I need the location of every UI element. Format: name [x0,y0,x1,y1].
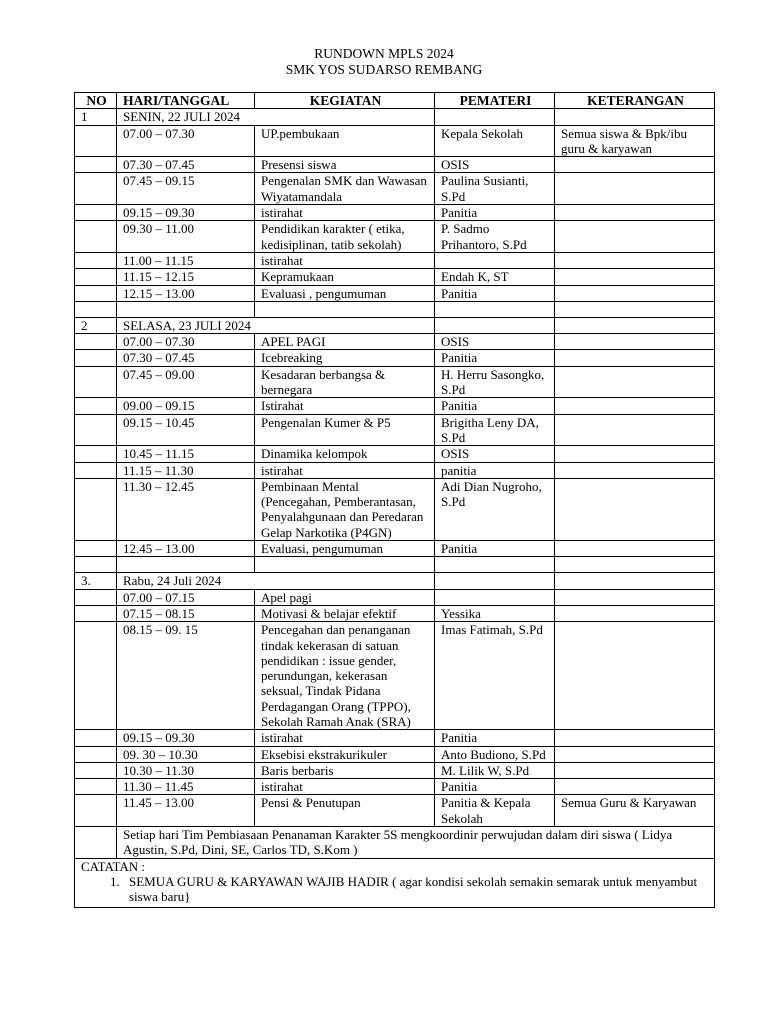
activity-cell: Pengenalan SMK dan Wawasan Wiyatamandala [255,173,435,205]
speaker-cell: Panitia & Kepala Sekolah [435,795,555,827]
catatan-cell [75,858,715,907]
note-cell [555,605,715,621]
spacer-cell [435,557,555,573]
speaker-cell: Panitia [435,730,555,746]
speaker-cell: M. Lilik W, S.Pd [435,762,555,778]
speaker-cell: Brigitha Leny DA, S.Pd [435,414,555,446]
activity-cell: istirahat [255,252,435,268]
day-row [75,573,715,589]
time-cell: 08.15 – 09. 15 [117,622,255,730]
note-cell [555,285,715,301]
day-empty-cell [435,573,555,589]
activity-cell: istirahat [255,779,435,795]
time-cell: 09.15 – 10.45 [117,414,255,446]
header-no: NO [75,93,117,109]
activity-cell: Dinamika kelompok [255,446,435,462]
speaker-cell: Panitia [435,350,555,366]
no-cell [75,285,117,301]
time-cell: 07.00 – 07.30 [117,334,255,350]
activity-cell: Pembinaan Mental (Pencegahan, Pemberantasan, Penyalahgunaan dan Peredaran Gelap Narkotika (P4GN) [255,478,435,540]
table-row [75,779,715,795]
no-cell [75,252,117,268]
time-cell: 09.00 – 09.15 [117,398,255,414]
table-row [75,589,715,605]
day-number: 2 [75,317,117,333]
document-title: RUNDOWN MPLS 2024 [314,46,454,61]
time-cell: 11.30 – 11.45 [117,779,255,795]
table-row [75,157,715,173]
header-activity: KEGIATAN [255,93,435,109]
activity-cell: Presensi siswa [255,157,435,173]
spacer-cell [555,301,715,317]
table-body [75,109,715,827]
no-cell [75,779,117,795]
speaker-cell: H. Herru Sasongko, S.Pd [435,366,555,398]
no-cell [75,746,117,762]
speaker-cell: panitia [435,462,555,478]
note-cell [555,478,715,540]
spacer-cell [75,301,117,317]
spacer-cell [117,557,255,573]
note-cell [555,779,715,795]
activity-cell: Icebreaking [255,350,435,366]
table-row [75,541,715,557]
day-empty-cell [555,109,715,125]
activity-cell: Kesadaran berbangsa & bernegara [255,366,435,398]
speaker-cell: Anto Budiono, S.Pd [435,746,555,762]
note-cell [555,269,715,285]
header-speaker: PEMATERI [435,93,555,109]
time-cell: 12.45 – 13.00 [117,541,255,557]
table-row [75,125,715,157]
note-cell [555,589,715,605]
table-row [75,350,715,366]
no-cell [75,125,117,157]
note-cell [555,462,715,478]
speaker-cell: Panitia [435,205,555,221]
table-row [75,762,715,778]
time-cell: 07.00 – 07.30 [117,125,255,157]
spacer-row [75,557,715,573]
day-empty-cell [555,573,715,589]
note-cell [555,157,715,173]
day-row [75,109,715,125]
activity-cell: istirahat [255,205,435,221]
speaker-cell: Panitia [435,285,555,301]
note-cell [555,221,715,253]
time-cell: 11.00 – 11.15 [117,252,255,268]
speaker-cell: Panitia [435,541,555,557]
time-cell: 07.45 – 09.15 [117,173,255,205]
table-row [75,366,715,398]
note-cell [555,446,715,462]
no-cell [75,589,117,605]
note-cell [555,350,715,366]
no-cell [75,269,117,285]
day-date: Rabu, 24 Juli 2024 [117,573,435,589]
day-empty-cell [435,317,555,333]
no-cell [75,398,117,414]
table-row [75,221,715,253]
day-date: SENIN, 22 JULI 2024 [117,109,435,125]
note-cell [555,398,715,414]
catatan-item: 1. SEMUA GURU & KARYAWAN WAJIB HADIR ( agar kondisi sekolah semakin semarak untuk menyambut siswa baru} [123,874,710,905]
speaker-cell [435,252,555,268]
catatan-row [75,858,715,907]
speaker-cell: Kepala Sekolah [435,125,555,157]
speaker-cell: Imas Fatimah, S.Pd [435,622,555,730]
speaker-cell: OSIS [435,446,555,462]
time-cell: 07.15 – 08.15 [117,605,255,621]
header-note: KETERANGAN [555,93,715,109]
speaker-cell [435,589,555,605]
table-row [75,622,715,730]
table-row [75,334,715,350]
no-cell [75,414,117,446]
activity-cell: Baris berbaris [255,762,435,778]
no-cell [75,205,117,221]
no-cell [75,366,117,398]
no-cell [75,762,117,778]
no-cell [75,795,117,827]
spacer-cell [75,557,117,573]
table-row [75,285,715,301]
no-cell [75,730,117,746]
activity-cell: Evaluasi , pengumuman [255,285,435,301]
activity-cell: istirahat [255,730,435,746]
speaker-cell: OSIS [435,334,555,350]
table-row [75,478,715,540]
no-cell [75,334,117,350]
time-cell: 09. 30 – 10.30 [117,746,255,762]
note-cell [555,730,715,746]
note-cell [555,541,715,557]
note-cell [555,622,715,730]
activity-cell: Kepramukaan [255,269,435,285]
speaker-cell: Paulina Susianti, S.Pd [435,173,555,205]
table-row [75,173,715,205]
activity-cell: Evaluasi, pengumuman [255,541,435,557]
time-cell: 07.00 – 07.15 [117,589,255,605]
spacer-cell [255,557,435,573]
activity-cell: Pendidikan karakter ( etika, kedisiplinan, tatib sekolah) [255,221,435,253]
table-row [75,746,715,762]
activity-cell: Eksebisi ekstrakurikuler [255,746,435,762]
time-cell: 11.30 – 12.45 [117,478,255,540]
note-cell [555,762,715,778]
no-cell [75,605,117,621]
note-cell: Semua siswa & Bpk/ibu guru & karyawan [555,125,715,157]
activity-cell: Pencegahan dan penanganan tindak kekerasan di satuan pendidikan : issue gender, perundungan, kekerasan seksual, Tindak Pidana Perdagangan Orang (TPPO), Sekolah Ramah Anak (SRA) [255,622,435,730]
activity-cell: APEL PAGI [255,334,435,350]
time-cell: 10.45 – 11.15 [117,446,255,462]
day-date: SELASA, 23 JULI 2024 [117,317,435,333]
header-date: HARI/TANGGAL [117,93,255,109]
activity-cell: UP.pembukaan [255,125,435,157]
catatan-label: CATATAN : [81,858,146,874]
activity-cell: Apel pagi [255,589,435,605]
note-cell [555,414,715,446]
table-row [75,205,715,221]
footnote-row [75,827,715,859]
spacer-cell [555,557,715,573]
speaker-cell: Panitia [435,779,555,795]
document-subtitle: SMK YOS SUDARSO REMBANG [285,62,483,77]
day-row [75,317,715,333]
table-row [75,252,715,268]
activity-cell: Pengenalan Kumer & P5 [255,414,435,446]
table-row [75,398,715,414]
day-number: 3. [75,573,117,589]
time-cell: 11.15 – 12.15 [117,269,255,285]
time-cell: 11.45 – 13.00 [117,795,255,827]
activity-cell: istirahat [255,462,435,478]
no-cell [75,622,117,730]
time-cell: 12.15 – 13.00 [117,285,255,301]
time-cell: 10.30 – 11.30 [117,762,255,778]
day-empty-cell [435,109,555,125]
time-cell: 09.15 – 09.30 [117,205,255,221]
speaker-cell: Panitia [435,398,555,414]
table-row [75,730,715,746]
catatan-list [81,874,710,905]
time-cell: 09.30 – 11.00 [117,221,255,253]
speaker-cell: Adi Dian Nugroho, S.Pd [435,478,555,540]
table-row [75,414,715,446]
spacer-cell [255,301,435,317]
time-cell: 07.30 – 07.45 [117,157,255,173]
footnote-text: Setiap hari Tim Pembiasaan Penanaman Karakter 5S mengkoordinir perwujudan dalam diri siswa ( Lidya Agustin, S.Pd, Dini, SE, Carlos TD, S.Kom ) [117,827,715,859]
table-row [75,795,715,827]
activity-cell: Pensi & Penutupan [255,795,435,827]
note-cell [555,205,715,221]
note-cell [555,173,715,205]
speaker-cell: Yessika [435,605,555,621]
table-row [75,269,715,285]
time-cell: 09.15 – 09.30 [117,730,255,746]
activity-cell: Motivasi & belajar efektif [255,605,435,621]
speaker-cell: Endah K, ST [435,269,555,285]
footnote-no-cell [75,827,117,859]
spacer-cell [117,301,255,317]
no-cell [75,221,117,253]
note-cell [555,334,715,350]
speaker-cell: OSIS [435,157,555,173]
time-cell: 11.15 – 11.30 [117,462,255,478]
note-cell: Semua Guru & Karyawan [555,795,715,827]
time-cell: 07.45 – 09.00 [117,366,255,398]
table-header-row [75,93,715,109]
time-cell: 07.30 – 07.45 [117,350,255,366]
spacer-row [75,301,715,317]
no-cell [75,541,117,557]
note-cell [555,252,715,268]
table-row [75,605,715,621]
table-row [75,446,715,462]
speaker-cell: P. Sadmo Prihantoro, S.Pd [435,221,555,253]
day-number: 1 [75,109,117,125]
table-row [75,462,715,478]
no-cell [75,157,117,173]
activity-cell: Istirahat [255,398,435,414]
no-cell [75,350,117,366]
note-cell [555,746,715,762]
no-cell [75,446,117,462]
no-cell [75,462,117,478]
no-cell [75,173,117,205]
day-empty-cell [555,317,715,333]
rundown-table [74,92,715,908]
note-cell [555,366,715,398]
no-cell [75,478,117,540]
spacer-cell [435,301,555,317]
